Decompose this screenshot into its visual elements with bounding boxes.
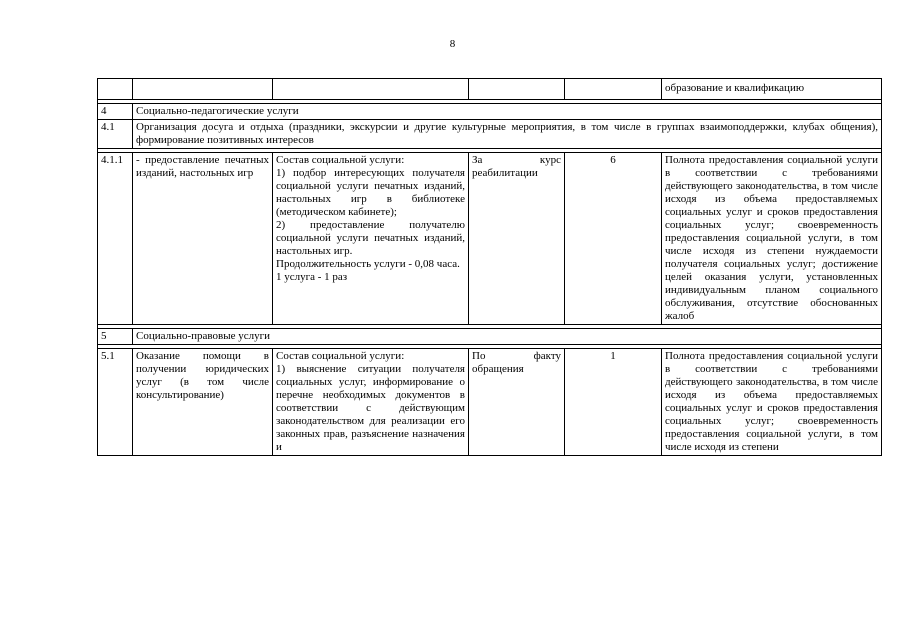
service-term: За курс реабилитации	[469, 153, 565, 325]
service-count: 1	[565, 349, 662, 456]
content-line: 2) предоставление получателю социальной услуги печатных изданий, настольных игр.	[276, 219, 465, 257]
service-count: 6	[565, 153, 662, 325]
table-row-subsection	[98, 120, 882, 149]
table-row-service	[98, 349, 882, 456]
table-row-section	[98, 329, 882, 345]
content-line: 1) выяснение ситуации получателя социальных услуг, информирование о перечне необходимых документов в соответствии с действующим законодательством для реализации его законных прав, разъяснение назначения и	[276, 363, 465, 453]
service-name: - предоставление печатных изданий, настольных игр	[133, 153, 273, 325]
table-row	[98, 79, 882, 100]
subsection-title: Организация досуга и отдыха (праздники, экскурсии и другие культурные мероприятия, в том числе в группах взаимоподдержки, клубах общения), формирование позитивных интересов	[133, 120, 882, 149]
content-line: 1) подбор интересующих получателя социальной услуги печатных изданий, настольных игр в библиотеке (методическом кабинете);	[276, 167, 465, 218]
services-table	[97, 78, 882, 456]
cell-content	[273, 79, 469, 100]
cell-term	[469, 79, 565, 100]
content-line: 1 услуга - 1 раз	[276, 271, 348, 283]
content-line: Состав социальной услуги:	[276, 350, 405, 362]
section-title: Социально-педагогические услуги	[133, 104, 882, 120]
table-row-section	[98, 104, 882, 120]
service-term: По факту обращения	[469, 349, 565, 456]
service-criteria: Полнота предоставления социальной услуги в соответствии с требованиями действующего законодательства, в том числе исходя из объема предоставляемых социальных услуг и сроков предоставления социальных услуг; своевременность предоставления социальной услуги, в том числе исходя из степени	[662, 349, 882, 456]
content-line: Продолжительность услуги - 0,08 часа.	[276, 258, 460, 270]
cell-number	[98, 79, 133, 100]
service-number: 5.1	[98, 349, 133, 456]
section-title: Социально-правовые услуги	[133, 329, 882, 345]
service-content	[273, 153, 469, 325]
service-content	[273, 349, 469, 456]
cell-name	[133, 79, 273, 100]
table-row-service	[98, 153, 882, 325]
section-number: 4	[98, 104, 133, 120]
cell-criteria: образование и квалификацию	[662, 79, 882, 100]
service-number: 4.1.1	[98, 153, 133, 325]
content-line: Состав социальной услуги:	[276, 154, 405, 166]
page-number: 8	[449, 38, 456, 50]
subsection-number: 4.1	[98, 120, 133, 149]
service-criteria: Полнота предоставления социальной услуги в соответствии с требованиями действующего законодательства, в том числе исходя из объема предоставляемых социальных услуг и сроков предоставления социальных услуг; своевременность предоставления социальной услуги, в том числе исходя из степени нуждаемости получателя социальных услуг; достижение целей оказания услуги, установленных индивидуальным планом социального обслуживания, отсутствие обоснованных жалоб	[662, 153, 882, 325]
cell-count	[565, 79, 662, 100]
service-name: Оказание помощи в получении юридических услуг (в том числе консультирование)	[133, 349, 273, 456]
section-number: 5	[98, 329, 133, 345]
